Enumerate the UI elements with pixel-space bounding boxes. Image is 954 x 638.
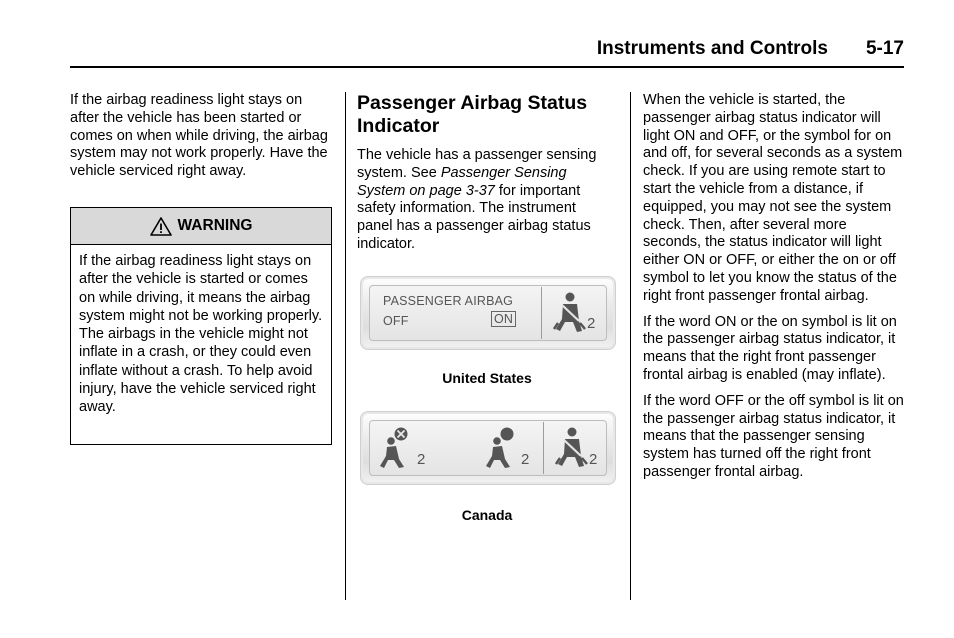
column-1 — [70, 92, 332, 181]
us-passenger-airbag-label: PASSENGER AIRBAG — [383, 294, 514, 308]
us-off-label: OFF — [383, 314, 409, 328]
warning-text: If the airbag readiness light stays on after the vehicle is started or comes on while driving, it means the airbag system might not be working properly. The airbags in the vehicle might not inflate in a crash, or they could even inflate without a crash. To help avoid injury, have the vehicle serviced right away. — [79, 253, 323, 416]
airbag-readiness-paragraph: If the airbag readiness light stays on after the vehicle has been started or comes on when while driving, the airbag system may not work properly. Have the vehicle serviced right away. — [70, 92, 328, 180]
us-indicator-figure — [360, 276, 616, 350]
us-figure-caption: United States — [442, 370, 532, 386]
canada-indicator-figure — [360, 411, 616, 485]
column-divider-2 — [630, 92, 631, 600]
section-heading: Passenger Airbag Status Indicator — [357, 92, 588, 137]
section-title: Instruments and Controls — [596, 38, 828, 59]
canada-icon-number-2: 2 — [521, 451, 530, 468]
system-check-paragraph: When the vehicle is started, the passenger airbag status indicator will light ON and OFF, or the symbol for on and off, for several seconds as a system check. If you are using remote start to start the vehicle from a distance, if equipped, you may not see the system check. Then, after several more seconds, the status indicator will light either ON or OFF, or either the on or off symbol to let you know the status of the right front passenger frontal airbag. — [643, 92, 903, 304]
cross-reference-link[interactable]: Passenger Sensing System on page 3-37 — [357, 164, 567, 199]
airbag-on-symbol-icon — [485, 426, 525, 470]
page-number: 5-17 — [865, 38, 904, 59]
intro-text-end: for important safety information. The instrument panel has a passenger airbag status indicator. — [357, 182, 591, 252]
warning-box — [70, 207, 332, 445]
page-header — [70, 38, 904, 64]
on-status-paragraph: If the word ON or the on symbol is lit on the passenger airbag status indicator, it means that the right front passenger frontal airbag is enabled (may inflate). — [643, 313, 897, 383]
warning-body — [71, 245, 331, 417]
airbag-off-symbol-icon — [379, 426, 419, 470]
column-3 — [643, 92, 907, 482]
canada-icon-number-1: 2 — [417, 451, 426, 468]
warning-label: WARNING — [177, 217, 253, 234]
seatbelt-passenger-icon — [551, 291, 589, 335]
seatbelt-passenger-icon — [553, 426, 591, 470]
canada-figure-caption: Canada — [461, 507, 513, 523]
us-icon-number: 2 — [587, 315, 596, 332]
warning-header — [71, 208, 331, 245]
warning-triangle-icon — [150, 217, 172, 236]
us-on-label: ON — [491, 311, 516, 327]
intro-text-start: The vehicle has a passenger sensing system. See — [357, 147, 597, 181]
header-rule — [70, 66, 904, 68]
us-panel-divider — [541, 287, 542, 339]
canada-icon-number-3: 2 — [589, 451, 598, 468]
off-status-paragraph: If the word OFF or the off symbol is lit on the passenger airbag status indicator, it means that the passenger sensing system has turned off the right front passenger frontal airbag. — [643, 392, 904, 480]
column-divider-1 — [345, 92, 346, 600]
canada-panel-divider — [543, 422, 544, 474]
intro-paragraph — [357, 147, 615, 254]
column-2 — [357, 92, 615, 254]
